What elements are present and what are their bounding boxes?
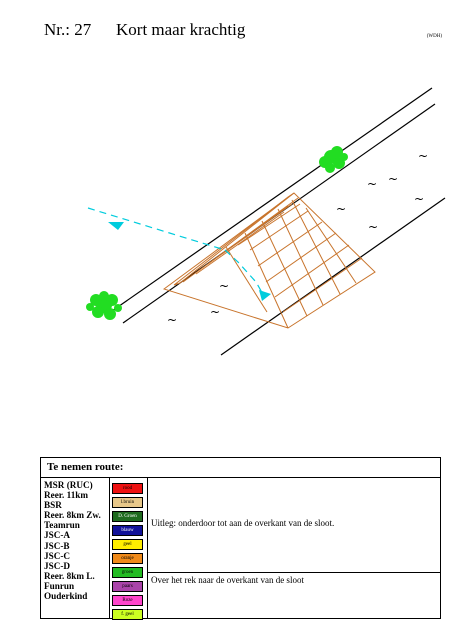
table-divider (147, 572, 441, 573)
table-divider (109, 478, 110, 619)
route-list (44, 480, 101, 601)
route-name: BSR (44, 500, 62, 511)
explanation-over: Over het rek naar de overkant van de sloot (151, 575, 304, 585)
route-name: JSC-D (44, 560, 71, 571)
route-name: Teamrun (44, 520, 80, 531)
obstacle-title: Kort maar krachtig (116, 20, 246, 39)
color-swatch: groen (112, 567, 143, 578)
route-name: Reer. 8km Zw. (44, 510, 101, 521)
wave-icon: ~ (418, 149, 429, 163)
tree-icon-left (86, 291, 122, 320)
route-name: JSC-B (44, 540, 70, 551)
wave-icon: ~ (336, 202, 347, 216)
route-table (40, 457, 441, 619)
route-table-heading: Te nemen route: (41, 458, 440, 478)
route-color-swatches (112, 483, 143, 620)
wave-icon: ~ (414, 192, 425, 206)
arrow-head-icon-2 (259, 290, 271, 301)
route-arrow (88, 208, 264, 296)
route-name: Ouderkind (44, 591, 88, 602)
color-swatch: Roze (112, 595, 143, 606)
route-name: MSR (RUC) (44, 480, 93, 490)
color-swatch: f. geel (112, 609, 143, 620)
color-swatch: D. Groen (112, 511, 143, 522)
author-code: (WDH) (426, 34, 442, 39)
color-swatch: l.bruin (112, 497, 143, 508)
route-name: Reer. 8km L. (44, 570, 95, 581)
color-swatch: paars (112, 581, 143, 592)
explanation-under: Uitleg: onderdoor tot aan de overkant van de sloot. (151, 518, 335, 528)
route-name: Reer. 11km (44, 490, 89, 501)
wave-icon: ~ (167, 313, 178, 327)
route-name: Funrun (44, 580, 75, 591)
wave-icon: ~ (368, 220, 379, 234)
color-swatch: geel (112, 539, 143, 550)
wave-icon: ~ (367, 177, 378, 191)
wave-icon: ~ (219, 279, 230, 293)
table-divider (147, 478, 148, 619)
route-name: JSC-A (44, 530, 71, 541)
wave-icon: ~ (388, 172, 399, 186)
obstacle-number: Nr.: 27 (44, 20, 92, 39)
color-swatch: rood (112, 483, 143, 494)
wave-icon: ~ (210, 305, 221, 319)
route-name: JSC-C (44, 550, 71, 561)
color-swatch: blauw (112, 525, 143, 536)
color-swatch: oranje (112, 553, 143, 564)
arrow-head-icon (108, 222, 124, 230)
